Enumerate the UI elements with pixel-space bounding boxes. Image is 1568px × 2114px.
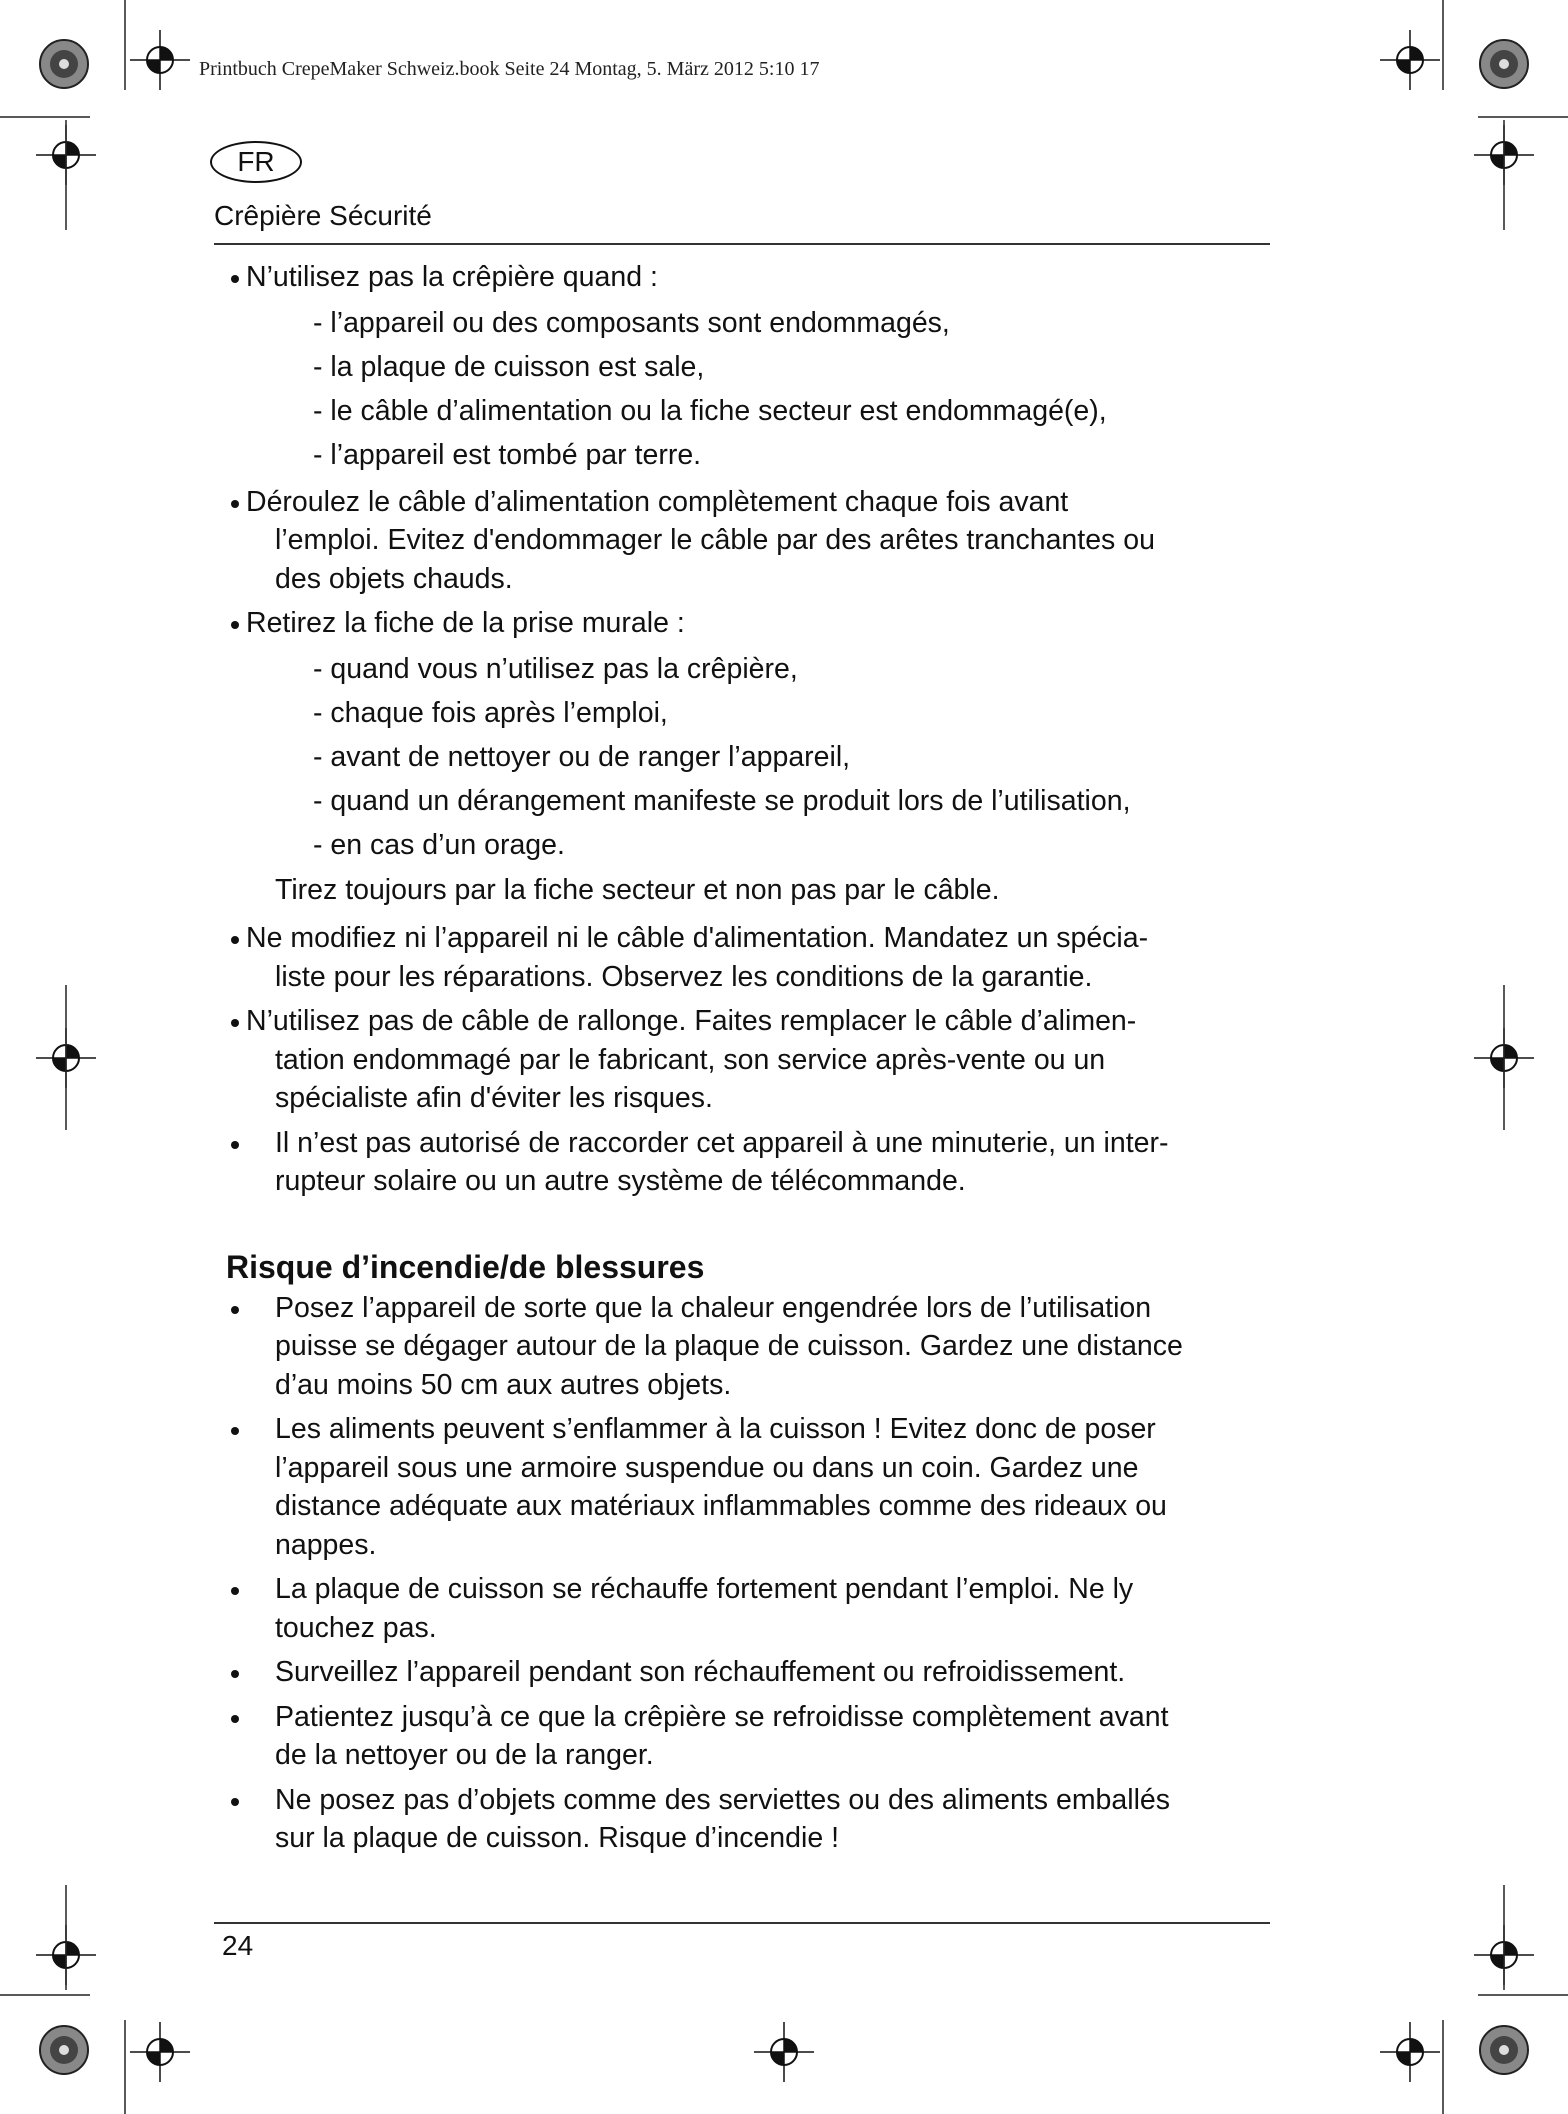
registration-star-icon xyxy=(40,2026,88,2074)
condition-item: - quand un dérangement manifeste se produit lors de l’utilisation, xyxy=(313,784,1131,817)
condition-item: - quand vous n’utilisez pas la crêpière, xyxy=(313,652,798,685)
fire-risk-line: de la nettoyer ou de la ranger. xyxy=(275,1739,654,1771)
fire-risk-line: puisse se dégager autour de la plaque de cuisson. Gardez une distance xyxy=(275,1330,1183,1362)
safety-item-line: N’utilisez pas de câble de rallonge. Faites remplacer le câble d’alimen- xyxy=(246,1005,1137,1037)
condition-list xyxy=(246,301,1278,477)
safety-item xyxy=(228,919,1278,996)
condition-item: - avant de nettoyer ou de ranger l’appareil, xyxy=(313,740,851,773)
registration-star-icon xyxy=(40,40,88,88)
registration-mark-icon xyxy=(130,2022,190,2082)
fire-risk-line: sur la plaque de cuisson. Risque d’incendie ! xyxy=(275,1822,840,1854)
fire-risk-heading: Risque d’incendie/de blessures xyxy=(226,1248,705,1285)
page-number: 24 xyxy=(222,1930,254,1961)
language-badge: FR xyxy=(210,141,302,183)
fire-risk-item xyxy=(228,1653,1278,1692)
safety-item xyxy=(228,604,1278,909)
safety-item-text: N’utilisez pas la crêpière quand : xyxy=(246,261,658,293)
registration-mark-icon xyxy=(1380,2022,1440,2082)
fire-risk-line: Surveillez l’appareil pendant son réchauffement ou refroidissement. xyxy=(275,1656,1126,1688)
safety-item xyxy=(228,483,1278,599)
registration-mark-icon xyxy=(130,30,190,90)
safety-item-line: tation endommagé par le fabricant, son service après-vente ou un xyxy=(275,1043,1106,1076)
fire-risk-line: Les aliments peuvent s’enflammer à la cuisson ! Evitez donc de poser xyxy=(275,1413,1156,1445)
fire-risk-item xyxy=(228,1570,1278,1647)
condition-item: - la plaque de cuisson est sale, xyxy=(313,350,705,383)
section-title: Crêpière Sécurité xyxy=(214,200,432,231)
condition-item: - le câble d’alimentation ou la fiche secteur est endommagé(e), xyxy=(313,394,1107,427)
condition-list xyxy=(246,647,1278,867)
safety-item-line: liste pour les réparations. Observez les conditions de la garantie. xyxy=(275,960,1093,993)
registration-mark-icon xyxy=(754,2022,814,2082)
fire-risk-line: l’appareil sous une armoire suspendue ou dans un coin. Gardez une xyxy=(275,1451,1139,1484)
safety-item-line: Déroulez le câble d’alimentation complètement chaque fois avant xyxy=(246,485,1069,518)
fire-risk-item xyxy=(228,1289,1278,1405)
safety-item-text: Retirez la fiche de la prise murale : xyxy=(246,607,685,639)
fire-risk-line: Posez l’appareil de sorte que la chaleur engendrée lors de l’utilisation xyxy=(275,1291,1152,1324)
fire-risk-line: d’au moins 50 cm aux autres objets. xyxy=(275,1368,732,1401)
safety-item-line: Il n’est pas autorisé de raccorder cet appareil à une minuterie, un inter- xyxy=(275,1126,1169,1159)
safety-item-line: des objets chauds. xyxy=(275,562,513,595)
safety-content xyxy=(228,258,1278,1858)
fire-risk-line: Patientez jusqu’à ce que la crêpière se refroidisse complètement avant xyxy=(275,1700,1169,1733)
fire-risk-line: nappes. xyxy=(275,1528,377,1561)
registration-star-icon xyxy=(1480,2026,1528,2074)
fire-risk-item xyxy=(228,1698,1278,1775)
safety-item xyxy=(228,1002,1278,1118)
registration-mark-icon xyxy=(1380,30,1440,90)
condition-item: - en cas d’un orage. xyxy=(313,828,565,861)
print-slug: Printbuch CrepeMaker Schweiz.book Seite 24 Montag, 5. März 2012 5:10 17 xyxy=(199,58,820,80)
condition-item: - chaque fois après l’emploi, xyxy=(313,696,668,729)
header-rule xyxy=(214,243,1270,245)
fire-risk-item xyxy=(228,1781,1278,1858)
fire-risk-line: Ne posez pas d’objets comme des serviettes ou des aliments emballés xyxy=(275,1783,1171,1816)
safety-item xyxy=(228,1124,1278,1201)
condition-item: - l’appareil ou des composants sont endommagés, xyxy=(313,306,950,339)
safety-item-line: spécialiste afin d'éviter les risques. xyxy=(275,1082,713,1114)
safety-item-line: l’emploi. Evitez d'endommager le câble par des arêtes tranchantes ou xyxy=(275,524,1155,556)
footer-rule xyxy=(214,1922,1270,1924)
fire-risk-line: touchez pas. xyxy=(275,1611,437,1644)
condition-item: - l’appareil est tombé par terre. xyxy=(313,438,702,471)
safety-item-line: rupteur solaire ou un autre système de télécommande. xyxy=(275,1165,966,1197)
fire-risk-item xyxy=(228,1410,1278,1564)
safety-note: Tirez toujours par la fiche secteur et non pas par le câble. xyxy=(275,873,1000,906)
fire-risk-line: distance adéquate aux matériaux inflammables comme des rideaux ou xyxy=(275,1490,1167,1522)
registration-star-icon xyxy=(1480,40,1528,88)
safety-item xyxy=(228,258,1278,477)
safety-item-line: Ne modifiez ni l’appareil ni le câble d'alimentation. Mandatez un spécia- xyxy=(246,922,1149,954)
fire-risk-line: La plaque de cuisson se réchauffe fortement pendant l’emploi. Ne ly xyxy=(275,1573,1134,1605)
